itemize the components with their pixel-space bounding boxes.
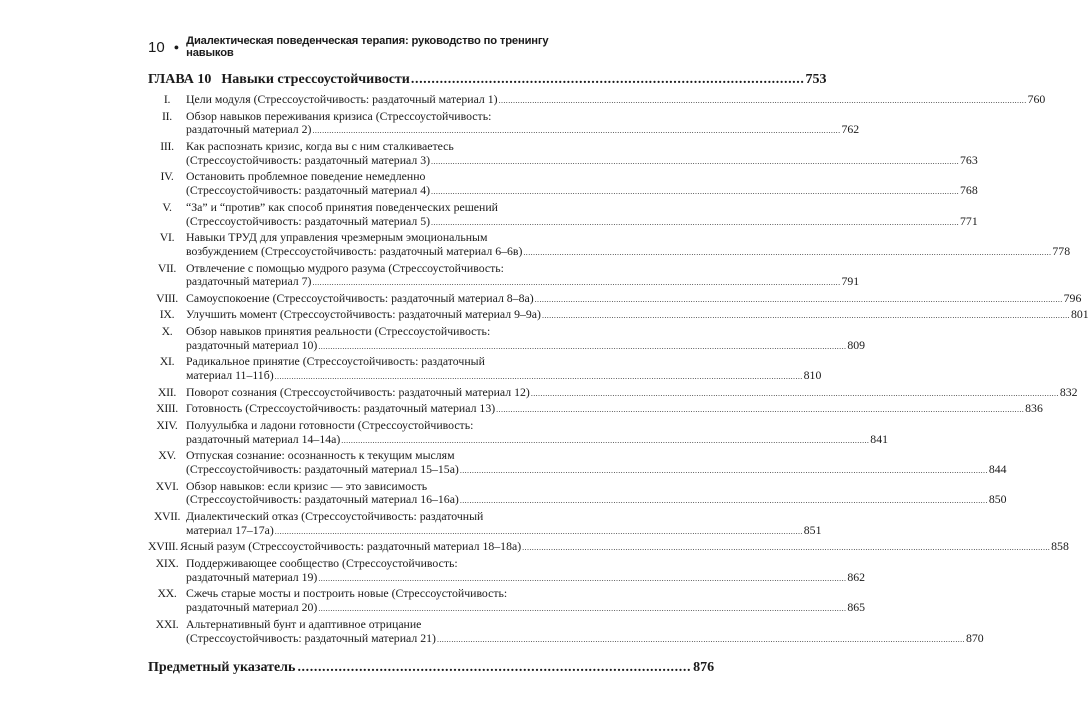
entry-last-line xyxy=(186,369,821,384)
entry-page: 778 xyxy=(1052,244,1071,259)
entry-page: 796 xyxy=(1063,290,1082,305)
entry-text: (Стрессоустойчивость: раздаточный материал 15–15а) xyxy=(186,462,459,477)
entry-body xyxy=(186,140,978,169)
entry-text-line: Поддерживающее сообщество (Стрессоустойчивость: xyxy=(186,555,458,570)
entry-last-line xyxy=(186,308,1089,323)
dot-leader: ............................................................................................................................................................................................................................ xyxy=(431,217,960,227)
entry-page: 771 xyxy=(960,213,978,228)
entry-last-line xyxy=(186,292,1081,307)
dot-leader: ............................................................................................................................................................................................................................ xyxy=(312,278,841,288)
entry-body xyxy=(186,449,1007,478)
entry-text: раздаточный материал 14–14а) xyxy=(186,431,341,446)
entry-page: 801 xyxy=(1070,307,1089,322)
entry-page: 768 xyxy=(960,183,978,198)
entry-number: XXI. xyxy=(155,616,179,631)
entry-last-line xyxy=(186,463,1007,478)
entry-text: Готовность (Стрессоустойчивость: раздаточный материал 13) xyxy=(186,401,496,416)
dot-leader: ............................................................................................................................................................................................................................ xyxy=(523,248,1052,258)
entry-text: (Стрессоустойчивость: раздаточный материал 4) xyxy=(186,183,431,198)
dot-leader: ............................................................................................................................................................................................................................ xyxy=(341,435,870,445)
entry-text: раздаточный материал 20) xyxy=(186,600,318,615)
entry-page: 836 xyxy=(1025,401,1043,416)
entry-text: возбуждением (Стрессоустойчивость: раздаточный материал 6–6в) xyxy=(186,244,523,259)
entry-text: Улучшить момент (Стрессоустойчивость: раздаточный материал 9–9а) xyxy=(186,307,541,322)
dot-leader: ............................................................................................................................................................................................................................ xyxy=(274,372,803,382)
toc-entry[interactable] xyxy=(148,92,1046,108)
dot-leader: ............................................................................................................................................................................................................................ xyxy=(541,311,1070,321)
entry-page: 809 xyxy=(847,337,866,352)
entry-body xyxy=(186,587,865,616)
entry-last-line xyxy=(180,540,1069,555)
entry-body xyxy=(186,93,1045,108)
entry-text: материал 11–11б) xyxy=(186,368,274,383)
dot-leader: ............................................................................................................................................................................................................................ xyxy=(498,96,1027,105)
entry-last-line xyxy=(186,154,978,169)
entry-text: Ясный разум (Стрессоустойчивость: раздаточный материал 18–18а) xyxy=(179,539,522,554)
entry-number: I. xyxy=(163,92,171,106)
entry-number: VI. xyxy=(159,230,175,245)
entry-number: XX. xyxy=(157,586,177,601)
entry-body xyxy=(186,308,1089,323)
entry-number: XVI. xyxy=(155,478,179,493)
chapter-heading[interactable] xyxy=(148,70,827,90)
chapter-title: Навыки стрессоустойчивости xyxy=(221,72,410,87)
entry-text-line: Навыки ТРУД для управления чрезмерным эмоциональным xyxy=(186,230,488,245)
entry-page: 851 xyxy=(803,522,822,537)
entry-body xyxy=(186,618,984,647)
entry-last-line xyxy=(186,493,1007,508)
dot-leader: ................................................................................................ xyxy=(410,72,805,87)
dot-leader: ............................................................................................................................................................................................................................ xyxy=(436,634,965,644)
toc-entry[interactable] xyxy=(148,508,822,539)
toc-entry[interactable] xyxy=(148,417,888,448)
entry-text: (Стрессоустойчивость: раздаточный материал 16–16а) xyxy=(186,492,459,507)
toc-entry[interactable] xyxy=(148,384,1078,401)
entry-body xyxy=(186,419,888,448)
bullet-icon: ● xyxy=(173,42,180,52)
entry-text: раздаточный материал 10) xyxy=(186,337,318,352)
toc-entry[interactable] xyxy=(148,138,978,169)
entry-text-line: Как распознать кризис, когда вы с ним сталкиваетесь xyxy=(186,138,454,153)
toc-entry[interactable] xyxy=(148,539,1069,555)
entry-body xyxy=(186,480,1007,509)
running-header xyxy=(148,37,568,57)
entry-last-line xyxy=(186,632,984,647)
entry-body xyxy=(186,292,1081,307)
entry-page: 858 xyxy=(1051,539,1069,554)
entry-text: (Стрессоустойчивость: раздаточный материал 21) xyxy=(186,630,436,645)
page-number: 10 xyxy=(148,38,165,56)
toc-entry[interactable] xyxy=(148,401,1043,417)
entry-page: 844 xyxy=(988,462,1007,477)
entry-text: раздаточный материал 7) xyxy=(186,274,312,289)
dot-leader: ............................................................................................................................................................................................................................ xyxy=(496,405,1025,415)
toc-entry[interactable] xyxy=(148,586,866,616)
dot-leader: ............................................................................................................................................................................................................................ xyxy=(312,126,841,136)
entry-page: 841 xyxy=(870,431,888,446)
dot-leader: ............................................................................................................................................................................................................................ xyxy=(522,543,1051,553)
toc-entry[interactable] xyxy=(148,323,866,354)
toc-entry[interactable] xyxy=(148,555,866,586)
toc-entry[interactable] xyxy=(148,169,978,199)
entry-page: 862 xyxy=(847,569,866,584)
entry-last-line xyxy=(186,275,859,290)
entry-text-line: Отпуская сознание: осознанность к текущим мыслям xyxy=(186,448,455,463)
entry-text-line: Обзор навыков: если кризис — это зависимость xyxy=(186,478,428,493)
entry-number: XIX. xyxy=(155,555,179,570)
entry-last-line xyxy=(186,402,1043,417)
entry-text: (Стрессоустойчивость: раздаточный материал 3) xyxy=(186,152,431,167)
entry-body xyxy=(186,110,859,139)
entry-body xyxy=(186,325,865,354)
entry-body xyxy=(186,170,978,199)
toc-entry[interactable] xyxy=(148,199,978,230)
toc-entry[interactable] xyxy=(148,478,1007,509)
toc-entry[interactable] xyxy=(148,230,1071,260)
entry-text: Поворот сознания (Стрессоустойчивость: раздаточный материал 12) xyxy=(186,384,530,399)
dot-leader: ............................................................................................................................................................................................................................ xyxy=(530,388,1059,398)
entry-text: раздаточный материал 2) xyxy=(186,122,312,137)
entry-last-line xyxy=(186,571,865,586)
entry-number: XVII. xyxy=(153,508,181,523)
entry-number: XIII. xyxy=(156,401,178,416)
toc-entry[interactable] xyxy=(148,290,1082,307)
entry-text-line: “За” и “против” как способ принятия поведенческих решений xyxy=(186,199,498,214)
index-heading[interactable] xyxy=(148,658,715,678)
entry-text: Самоуспокоение (Стрессоустойчивость: раздаточный материал 8–8а) xyxy=(186,290,534,305)
entry-number: XIV. xyxy=(156,417,178,432)
toc-entry[interactable] xyxy=(148,307,1089,323)
entry-number: II. xyxy=(162,108,172,123)
entry-text-line: Сжечь старые мосты и построить новые (Стрессоустойчивость: xyxy=(186,586,508,601)
entry-number: VIII. xyxy=(156,290,178,305)
entry-number: XI. xyxy=(159,354,175,369)
entry-body xyxy=(186,231,1070,260)
entry-last-line xyxy=(186,184,978,199)
entry-last-line xyxy=(186,433,888,448)
entry-number: III. xyxy=(160,138,174,153)
dot-leader: ............................................................................................................................................................................................................................ xyxy=(431,187,960,197)
entry-page: 791 xyxy=(841,274,860,289)
chapter-prefix: ГЛАВА 10 xyxy=(148,72,212,87)
entry-body xyxy=(186,355,821,384)
dot-leader: ............................................................................................................................................................................................................................ xyxy=(534,294,1063,304)
dot-leader: ............................................................................................................................................................................................................................ xyxy=(318,604,847,614)
entry-body xyxy=(186,402,1043,417)
dot-leader: ................................................................................................ xyxy=(297,659,692,675)
entry-number: VII. xyxy=(157,260,177,275)
entry-page: 762 xyxy=(841,122,860,137)
entry-text: материал 17–17а) xyxy=(186,522,274,537)
entry-number: IV. xyxy=(160,169,174,184)
entry-last-line xyxy=(186,386,1078,401)
entry-text: (Стрессоустойчивость: раздаточный материал 5) xyxy=(186,213,431,228)
entry-page: 810 xyxy=(803,368,822,383)
index-page: 876 xyxy=(693,659,715,675)
toc-entry[interactable] xyxy=(148,260,860,291)
entry-text-line: Альтернативный бунт и адаптивное отрицание xyxy=(186,616,422,631)
entry-text-line: Радикальное принятие (Стрессоустойчивость: раздаточный xyxy=(186,354,485,369)
entry-last-line xyxy=(186,339,865,354)
index-title: Предметный указатель xyxy=(148,659,296,675)
toc-entry[interactable] xyxy=(148,354,822,384)
entry-body xyxy=(186,386,1078,401)
entry-text: Цели модуля (Стрессоустойчивость: раздаточный материал 1) xyxy=(186,92,498,106)
entry-number: XII. xyxy=(157,384,177,399)
entry-body xyxy=(180,540,1069,555)
entry-text-line: Отвлечение с помощью мудрого разума (Стрессоустойчивость: xyxy=(186,260,504,275)
dot-leader: ............................................................................................................................................................................................................................ xyxy=(459,496,988,506)
toc-entries xyxy=(148,92,1089,647)
entry-last-line xyxy=(186,123,859,138)
running-title: Диалектическая поведенческая терапия: руководство по тренингу навыков xyxy=(186,35,549,59)
entry-number: X. xyxy=(161,323,173,338)
dot-leader: ............................................................................................................................................................................................................................ xyxy=(318,341,847,351)
toc-entry[interactable] xyxy=(148,448,1007,478)
entry-last-line xyxy=(186,524,821,539)
entry-body xyxy=(186,262,859,291)
entry-last-line xyxy=(186,93,1045,108)
entry-number: V. xyxy=(162,199,172,214)
chapter-page: 753 xyxy=(805,72,827,87)
entry-last-line xyxy=(186,215,978,230)
dot-leader: ............................................................................................................................................................................................................................ xyxy=(318,573,847,583)
entry-text-line: Полуулыбка и ладони готовности (Стрессоустойчивость: xyxy=(186,417,474,432)
entry-body xyxy=(186,201,978,230)
entry-number: XVIII. xyxy=(148,539,178,554)
entry-page: 870 xyxy=(965,630,984,645)
entry-text-line: Обзор навыков принятия реальности (Стрессоустойчивость: xyxy=(186,323,491,338)
toc-entry[interactable] xyxy=(148,108,860,139)
entry-text-line: Остановить проблемное поведение немедленно xyxy=(186,169,426,184)
entry-page: 763 xyxy=(960,152,978,167)
entry-text: раздаточный материал 19) xyxy=(186,569,318,584)
entry-text-line: Диалектический отказ (Стрессоустойчивость: раздаточный xyxy=(186,508,484,523)
entry-body xyxy=(186,510,821,539)
entry-page: 832 xyxy=(1059,384,1078,399)
entry-page: 760 xyxy=(1027,92,1046,106)
entry-last-line xyxy=(186,601,865,616)
dot-leader: ............................................................................................................................................................................................................................ xyxy=(431,156,960,166)
entry-number: IX. xyxy=(159,307,175,322)
entry-text-line: Обзор навыков переживания кризиса (Стрессоустойчивость: xyxy=(186,108,492,123)
dot-leader: ............................................................................................................................................................................................................................ xyxy=(274,526,803,536)
entry-page: 850 xyxy=(988,492,1007,507)
toc-entry[interactable] xyxy=(148,616,984,647)
entry-last-line xyxy=(186,245,1070,260)
dot-leader: ............................................................................................................................................................................................................................ xyxy=(459,466,988,476)
entry-page: 865 xyxy=(847,600,866,615)
table-of-contents xyxy=(148,70,1089,678)
entry-number: XV. xyxy=(158,448,176,463)
entry-body xyxy=(186,557,865,586)
